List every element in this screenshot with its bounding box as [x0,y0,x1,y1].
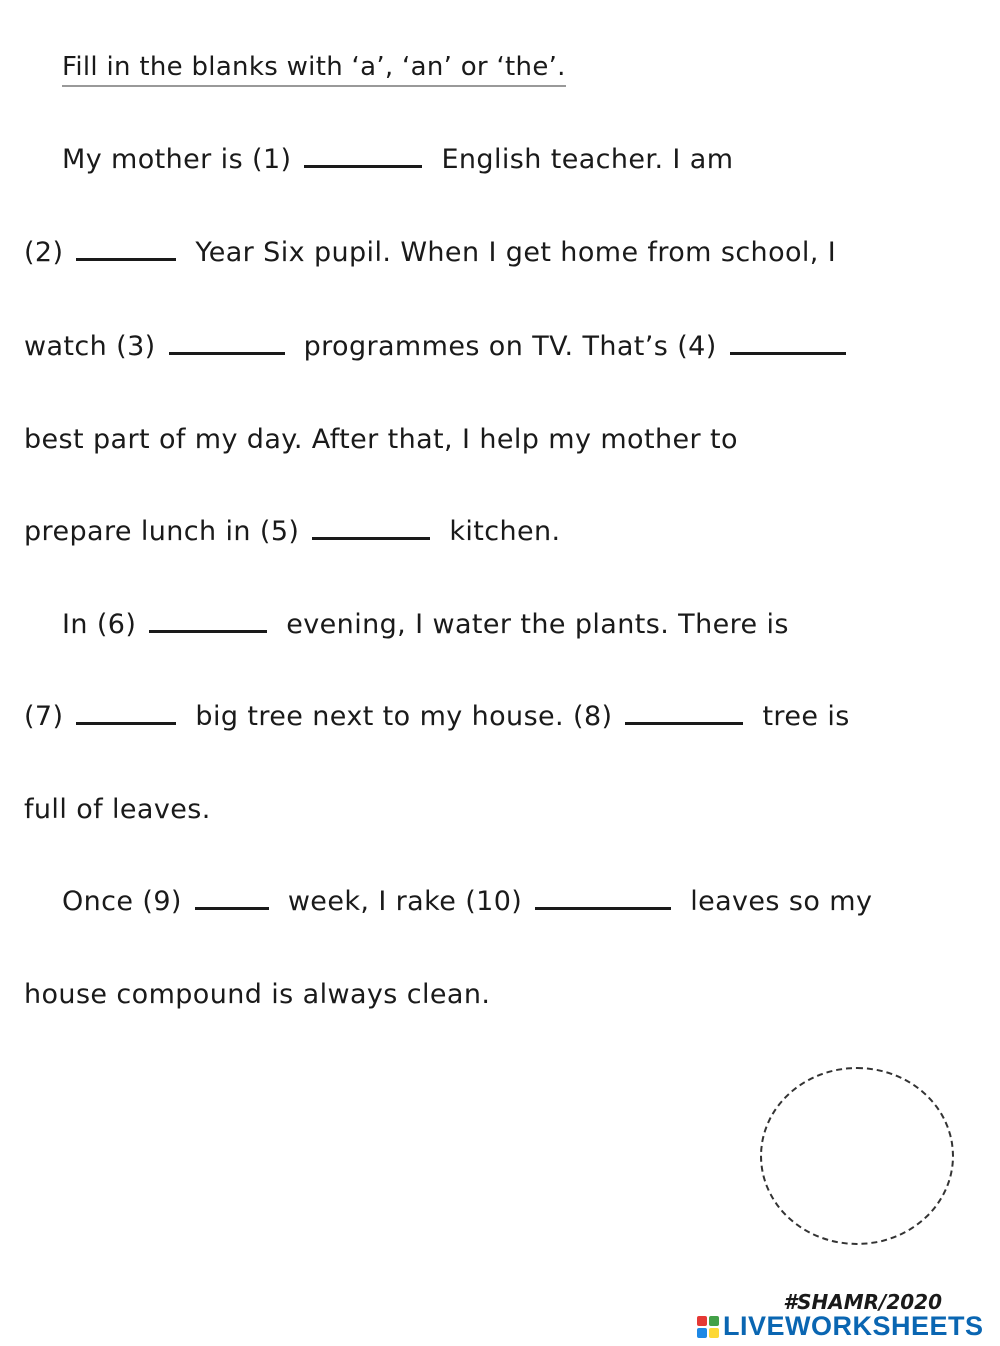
logo-square [697,1328,707,1338]
line-text: leaves so my [690,886,873,917]
liveworksheets-logo-icon [697,1316,719,1338]
line-text: In (6) [62,609,137,640]
answer-blank-8[interactable] [625,704,743,725]
line-text: English teacher. I am [441,144,734,175]
passage-line-5 [24,516,561,547]
passage-line-2 [24,237,836,268]
answer-blank-10[interactable] [535,889,671,910]
liveworksheets-logo [697,1311,984,1342]
line-text: programmes on TV. That’s (4) [303,331,717,362]
passage-line-8 [24,794,211,825]
line-text: Once (9) [62,886,182,917]
line-text: prepare lunch in (5) [24,516,300,547]
line-text: watch (3) [24,331,156,362]
line-text: best part of my day. After that, I help my mother to [24,424,738,455]
logo-square [709,1328,719,1338]
answer-blank-3[interactable] [169,334,285,355]
passage-line-7 [24,701,850,732]
answer-blank-2[interactable] [76,240,176,261]
answer-blank-1[interactable] [304,147,422,168]
line-text: My mother is (1) [62,144,292,175]
worksheet-instruction: Fill in the blanks with ‘a’, ‘an’ or ‘the’. [62,52,566,87]
line-text: big tree next to my house. (8) [195,701,613,732]
passage-line-10 [24,979,490,1010]
line-text: week, I rake (10) [287,886,523,917]
logo-square [709,1316,719,1326]
line-text: house compound is always clean. [24,979,491,1010]
line-text: (7) [24,701,64,732]
line-text: kitchen. [449,516,561,547]
line-text: full of leaves. [24,794,211,825]
author-tag: #SHAMR/2020 [783,1290,942,1314]
line-text: Year Six pupil. When I get home from school, I [195,237,837,268]
passage-line-4 [24,424,738,455]
line-text: (2) [24,237,64,268]
logo-square [697,1316,707,1326]
answer-blank-9[interactable] [195,889,269,910]
liveworksheets-wordmark: LIVEWORKSHEETS [723,1311,984,1341]
passage-line-3 [24,331,856,362]
dashed-circle-shape [760,1067,954,1245]
passage-line-1 [62,144,733,175]
line-text: tree is [762,701,850,732]
answer-blank-7[interactable] [76,704,176,725]
passage-line-6 [62,609,789,640]
answer-blank-4[interactable] [730,334,846,355]
answer-blank-6[interactable] [149,612,267,633]
passage-line-9 [62,886,872,917]
line-text: evening, I water the plants. There is [286,609,789,640]
answer-blank-5[interactable] [312,519,430,540]
